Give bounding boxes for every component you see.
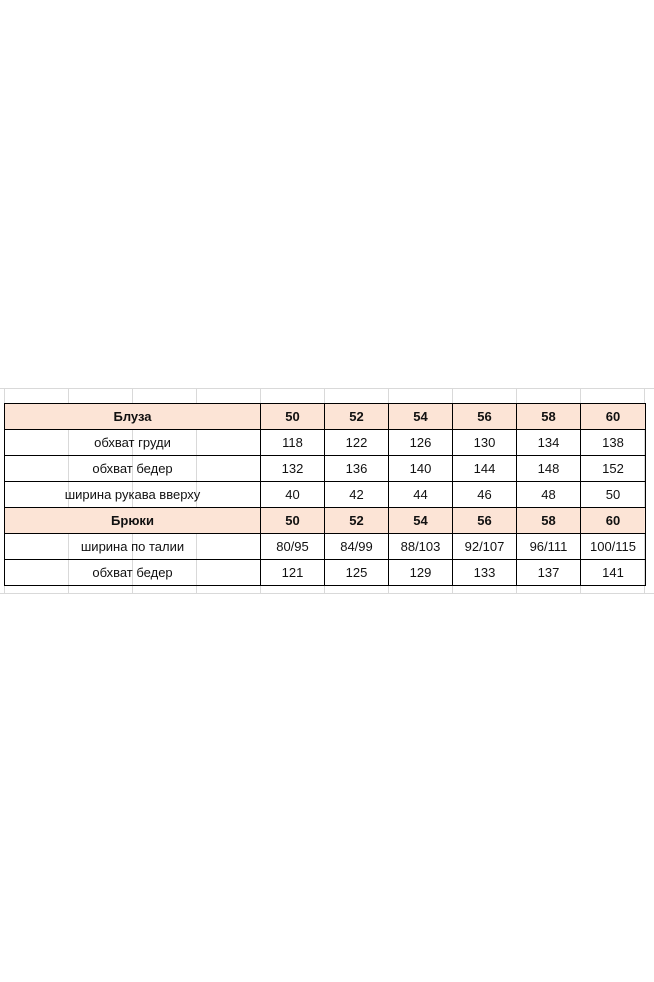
table-cell[interactable]: 130 xyxy=(453,430,517,456)
size-chart-table xyxy=(4,403,646,586)
table-row xyxy=(5,456,646,482)
table-cell[interactable]: 122 xyxy=(325,430,389,456)
table-cell[interactable]: 137 xyxy=(517,560,581,586)
section-header-row xyxy=(5,508,646,534)
table-cell[interactable]: 48 xyxy=(517,482,581,508)
table-cell[interactable]: 80/95 xyxy=(261,534,325,560)
table-cell[interactable]: 152 xyxy=(581,456,646,482)
row-label[interactable]: обхват бедер xyxy=(5,560,261,586)
table-cell[interactable]: 84/99 xyxy=(325,534,389,560)
table-cell[interactable]: 118 xyxy=(261,430,325,456)
size-header[interactable]: 52 xyxy=(325,404,389,430)
size-header[interactable]: 60 xyxy=(581,404,646,430)
table-cell[interactable]: 88/103 xyxy=(389,534,453,560)
table-cell[interactable]: 144 xyxy=(453,456,517,482)
table-cell[interactable]: 92/107 xyxy=(453,534,517,560)
table-cell[interactable]: 141 xyxy=(581,560,646,586)
table-cell[interactable]: 125 xyxy=(325,560,389,586)
size-header[interactable]: 56 xyxy=(453,404,517,430)
table-cell[interactable]: 126 xyxy=(389,430,453,456)
table-cell[interactable]: 100/115 xyxy=(581,534,646,560)
size-header[interactable]: 52 xyxy=(325,508,389,534)
row-label[interactable]: ширина по талии xyxy=(5,534,261,560)
table-cell[interactable]: 138 xyxy=(581,430,646,456)
table-row xyxy=(5,534,646,560)
table-cell[interactable]: 46 xyxy=(453,482,517,508)
table-cell[interactable]: 50 xyxy=(581,482,646,508)
table-cell[interactable]: 148 xyxy=(517,456,581,482)
table-cell[interactable]: 121 xyxy=(261,560,325,586)
size-header[interactable]: 50 xyxy=(261,404,325,430)
section-header-row xyxy=(5,404,646,430)
size-header[interactable]: 54 xyxy=(389,508,453,534)
table-cell[interactable]: 136 xyxy=(325,456,389,482)
size-header[interactable]: 50 xyxy=(261,508,325,534)
table-row xyxy=(5,430,646,456)
row-label[interactable]: обхват груди xyxy=(5,430,261,456)
table-cell[interactable]: 40 xyxy=(261,482,325,508)
section-title[interactable]: Брюки xyxy=(5,508,261,534)
table-cell[interactable]: 96/111 xyxy=(517,534,581,560)
table-cell[interactable]: 42 xyxy=(325,482,389,508)
table-cell[interactable]: 129 xyxy=(389,560,453,586)
table-cell[interactable]: 133 xyxy=(453,560,517,586)
row-label[interactable]: ширина рукава вверху xyxy=(5,482,261,508)
table-cell[interactable]: 134 xyxy=(517,430,581,456)
size-header[interactable]: 54 xyxy=(389,404,453,430)
table-cell[interactable]: 132 xyxy=(261,456,325,482)
row-label[interactable]: обхват бедер xyxy=(5,456,261,482)
size-header[interactable]: 58 xyxy=(517,404,581,430)
size-header[interactable]: 56 xyxy=(453,508,517,534)
table-row xyxy=(5,560,646,586)
section-title[interactable]: Блуза xyxy=(5,404,261,430)
table-cell[interactable]: 44 xyxy=(389,482,453,508)
table-cell[interactable]: 140 xyxy=(389,456,453,482)
size-header[interactable]: 58 xyxy=(517,508,581,534)
size-header[interactable]: 60 xyxy=(581,508,646,534)
table-row xyxy=(5,482,646,508)
